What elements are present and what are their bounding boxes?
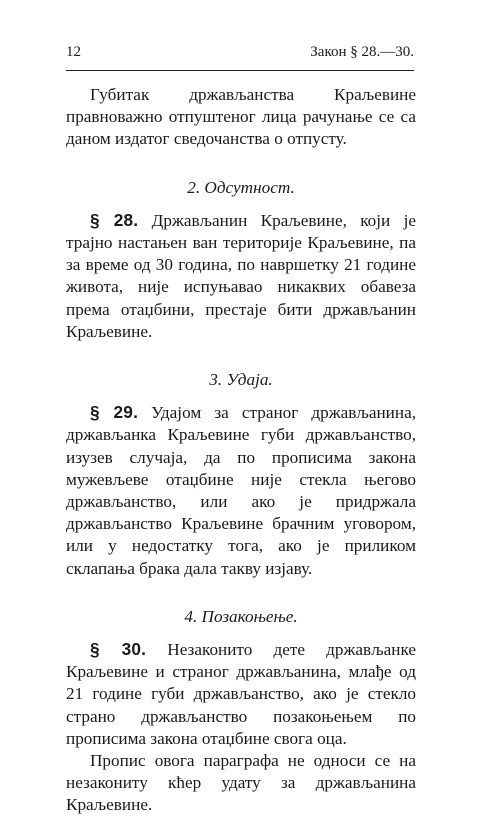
section-30-paragraph xyxy=(66,638,416,750)
header-rule xyxy=(66,70,414,71)
section-heading-legitimation: 4. Позакоњење. xyxy=(184,606,298,626)
section-text: Незаконито дете држављанке Краљевине и страног држављанина, млађе од 21 године губи држављанство, ако је стекло страно држављанство позакоњењем по прописима закона отаџбине свога оца. xyxy=(66,640,417,748)
section-heading-marriage: 3. Удаја. xyxy=(209,370,273,390)
section-number: § 29. xyxy=(90,402,139,423)
document-body xyxy=(66,84,416,817)
running-head: Закон § 28.—30. xyxy=(310,44,414,60)
section-number: § 30. xyxy=(90,639,147,660)
section-number: § 28. xyxy=(90,209,139,230)
page-number: 12 xyxy=(66,44,81,60)
section-30-extra-paragraph: Пропис овога параграфа не односи се на незакониту кћер удату за држављанина Краљевине. xyxy=(66,751,416,815)
section-heading-absence: 2. Одсутност. xyxy=(187,177,295,197)
section-28-paragraph xyxy=(66,209,416,343)
section-29-paragraph xyxy=(66,401,416,580)
section-text: Удајом за страног држављанина, држављанка Краљевине губи држављанство, изузев случаја, да по прописима закона мужевљеве отаџбине није стекла његово држављанство, или ако је придржала држављанство Краљевине брачним уговором, или у недостатку тога, ако је приликом склапања брака дала такву изјаву. xyxy=(66,403,417,578)
page-header xyxy=(66,44,414,66)
section-text: Држављанин Краљевине, који је трајно настањен ван територије Краљевине, па за време од 30 година, по навршетку 21 године живота, није испуњавао никаквих обавеза према отаџбини, престаје бити држављанин Краљевине. xyxy=(66,210,416,341)
intro-paragraph: Губитак држављанства Краљевине правноважно отпуштеног лица рачунање се са даном издатог сведочанства о отпусту. xyxy=(66,85,416,149)
